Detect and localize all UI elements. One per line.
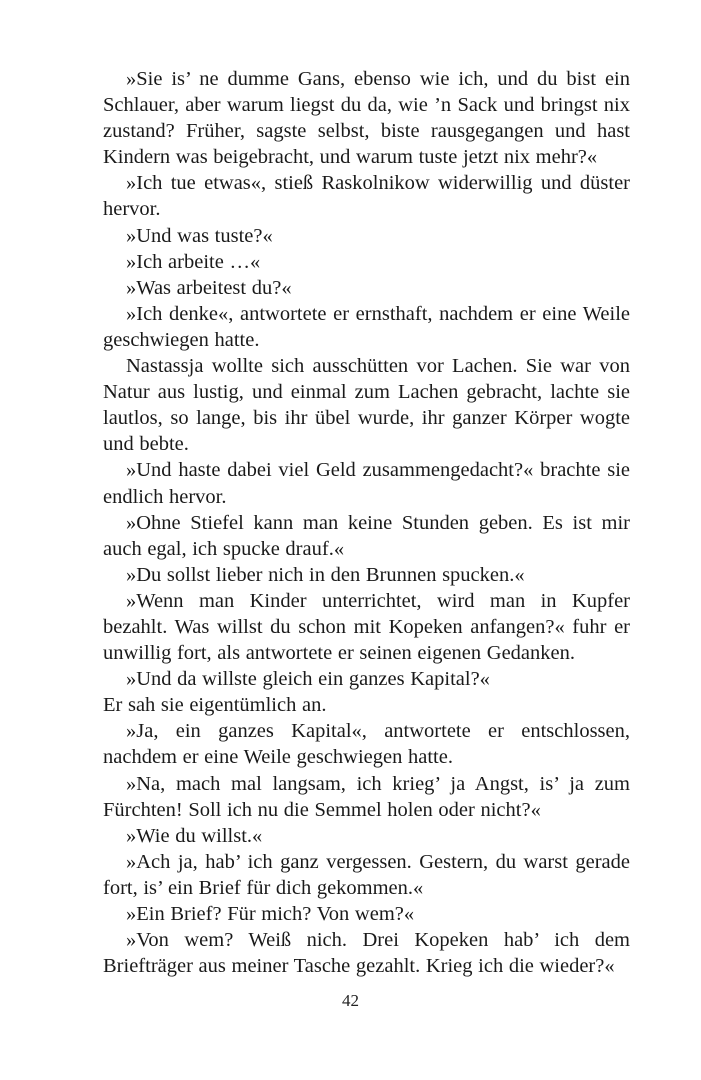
paragraph: »Ich denke«, antwortete er ernsthaft, nachdem er eine Weile geschwiegen hatte. (103, 302, 630, 351)
paragraph: »Ach ja, hab’ ich ganz vergessen. Gestern, du warst gerade fort, is’ ein Brief für dich gekommen.« (103, 850, 630, 899)
paragraph: »Ja, ein ganzes Kapital«, antwortete er entschlossen, nachdem er eine Weile geschwiegen hatte. (103, 720, 630, 769)
paragraph: »Wie du willst.« (126, 824, 263, 847)
paragraph: »Ich arbeite …« (126, 250, 261, 273)
paragraph: »Sie is’ ne dumme Gans, ebenso wie ich, und du bist ein Schlauer, aber warum liegst du da, wie ’n Sack und bringst nix zustand? Früher, sagste selbst, biste rausgegangen und hast Kindern was beigebracht, und warum tuste jetzt nix mehr?« (103, 68, 630, 169)
paragraph: »Ich tue etwas«, stieß Raskolnikow widerwillig und düster hervor. (103, 172, 630, 221)
paragraph: »Und was tuste?« (126, 224, 273, 247)
paragraph: »Ohne Stiefel kann man keine Stunden geben. Es ist mir auch egal, ich spucke drauf.« (103, 511, 630, 560)
paragraph: »Du sollst lieber nich in den Brunnen spucken.« (126, 563, 525, 586)
paragraph: »Und haste dabei viel Geld zusammengedacht?« brachte sie endlich hervor. (103, 459, 630, 508)
paragraph: »Was arbeitest du?« (126, 276, 292, 299)
paragraph: »Und da willste gleich ein ganzes Kapital?« (126, 668, 490, 691)
paragraph: Nastassja wollte sich ausschütten vor Lachen. Sie war von Natur aus lustig, und einmal zum Lachen gebracht, lachte sie lautlos, so lange, bis ihr übel wurde, ihr ganzer Körper wogte und bebte. (103, 355, 630, 456)
paragraph: »Wenn man Kinder unterrichtet, wird man in Kupfer bezahlt. Was willst du schon mit Kopeken anfangen?« fuhr er unwillig fort, als antwortete er seinen eigenen Gedanken. (103, 589, 630, 665)
paragraph: »Ein Brief? Für mich? Von wem?« (126, 903, 415, 925)
page-number: 42 (342, 991, 359, 1010)
paragraph: Er sah sie eigentümlich an. (103, 694, 327, 717)
book-page-text (103, 66, 630, 979)
paragraph: »Na, mach mal langsam, ich krieg’ ja Angst, is’ ja zum Fürchten! Soll ich nu die Semmel holen oder nicht?« (103, 772, 630, 821)
paragraph: »Von wem? Weiß nich. Drei Kopeken hab’ ich dem Briefträger aus meiner Tasche gezahlt. Krieg ich die wieder?« (103, 929, 630, 978)
